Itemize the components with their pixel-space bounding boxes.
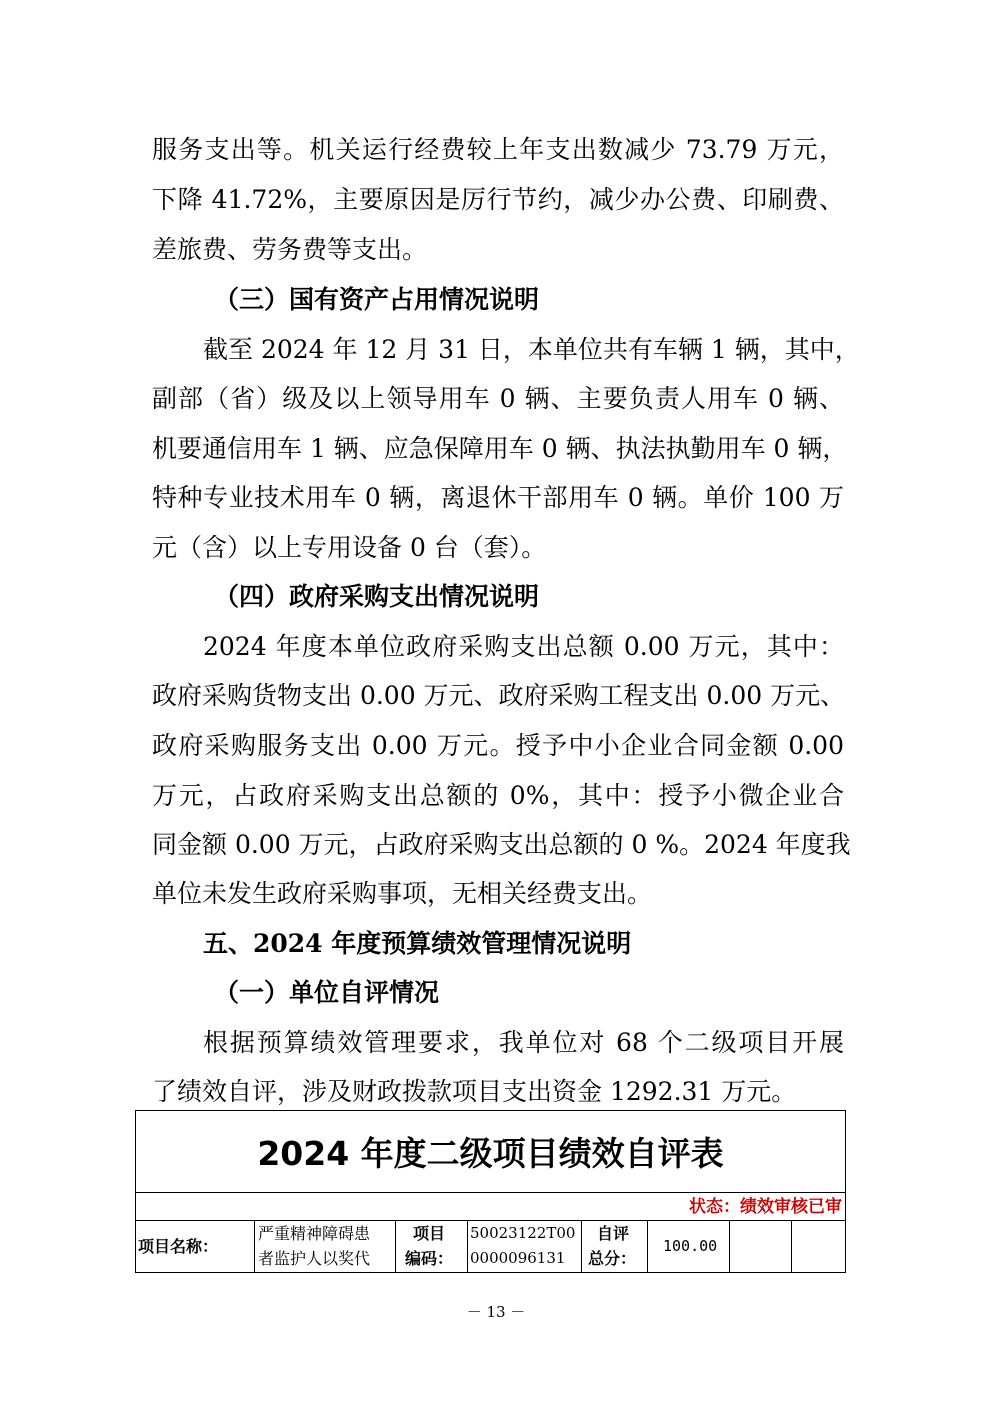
paragraph-line: 机要通信用车 1 辆、应急保障用车 0 辆、执法执勤用车 0 辆， (152, 434, 848, 463)
empty-cell (730, 1221, 792, 1272)
score-value-cell (648, 1221, 730, 1272)
section-heading-self-eval: （一）单位自评情况 (214, 978, 440, 1007)
paragraph-line: 同金额 0.00 万元，占政府采购支出总额的 0 %。2024 年度我 (152, 830, 851, 859)
score-value: 100.00 (663, 1237, 718, 1255)
self-evaluation-table (135, 1110, 846, 1273)
paragraph-line: 政府采购货物支出 0.00 万元、政府采购工程支出 0.00 万元、 (152, 681, 846, 710)
project-code-label-line2: 编码： (405, 1249, 454, 1268)
score-label-cell (582, 1221, 648, 1272)
paragraph-line: 根据预算绩效管理要求，我单位对 68 个二级项目开展 (203, 1028, 844, 1057)
project-code-label-cell (396, 1221, 468, 1272)
paragraph-line: 服务支出等。机关运行经费较上年支出数减少 73.79 万元， (152, 135, 844, 164)
table-title: 2024 年度二级项目绩效自评表 (136, 1111, 845, 1193)
score-label-line2: 总分： (588, 1249, 637, 1268)
project-name-label-cell (136, 1221, 255, 1272)
section-heading-assets: （三）国有资产占用情况说明 (214, 285, 540, 314)
project-name-line1: 严重精神障碍患 (258, 1224, 371, 1243)
project-code-value-cell (468, 1221, 582, 1272)
empty-cell (792, 1221, 846, 1272)
page-number: － 13 － (466, 1303, 526, 1321)
paragraph-line: 政府采购服务支出 0.00 万元。授予中小企业合同金额 0.00 (152, 731, 844, 760)
paragraph-line: 了绩效自评，涉及财政拨款项目支出资金 1292.31 万元。 (152, 1077, 797, 1106)
status-row (136, 1193, 845, 1221)
paragraph-line: 下降 41.72%，主要原因是厉行节约，减少办公费、印刷费、 (152, 185, 844, 214)
project-code-line2: 0000096131 (470, 1249, 566, 1267)
paragraph-line: 元（含）以上专用设备 0 台（套）。 (152, 533, 547, 562)
project-name-line2: 者监护人以奖代 (258, 1249, 371, 1268)
project-name-label: 项目名称： (138, 1237, 219, 1256)
paragraph-line: 副部（省）级及以上领导用车 0 辆、主要负责人用车 0 辆、 (152, 384, 844, 413)
table-row (136, 1221, 845, 1272)
section-heading-5: 五、2024 年度预算绩效管理情况说明 (203, 929, 632, 958)
paragraph-line: 差旅费、劳务费等支出。 (152, 235, 428, 264)
section-heading-procurement: （四）政府采购支出情况说明 (214, 582, 540, 611)
paragraph-line: 截至 2024 年 12 月 31 日，本单位共有车辆 1 辆，其中， (203, 335, 860, 364)
paragraph-line: 2024 年度本单位政府采购支出总额 0.00 万元，其中： (203, 632, 844, 661)
project-name-value-cell (255, 1221, 396, 1272)
score-label-line1: 自评 (597, 1224, 630, 1243)
status-text: 状态：绩效审核已审 (689, 1197, 842, 1217)
paragraph-line: 特种专业技术用车 0 辆，离退休干部用车 0 辆。单价 100 万 (152, 483, 844, 512)
paragraph-line: 单位未发生政府采购事项，无相关经费支出。 (152, 879, 653, 908)
project-code-line1: 50023122T00 (470, 1224, 576, 1242)
project-code-label-line1: 项目 (413, 1224, 446, 1243)
paragraph-line: 万元，占政府采购支出总额的 0%，其中：授予小微企业合 (152, 781, 844, 810)
